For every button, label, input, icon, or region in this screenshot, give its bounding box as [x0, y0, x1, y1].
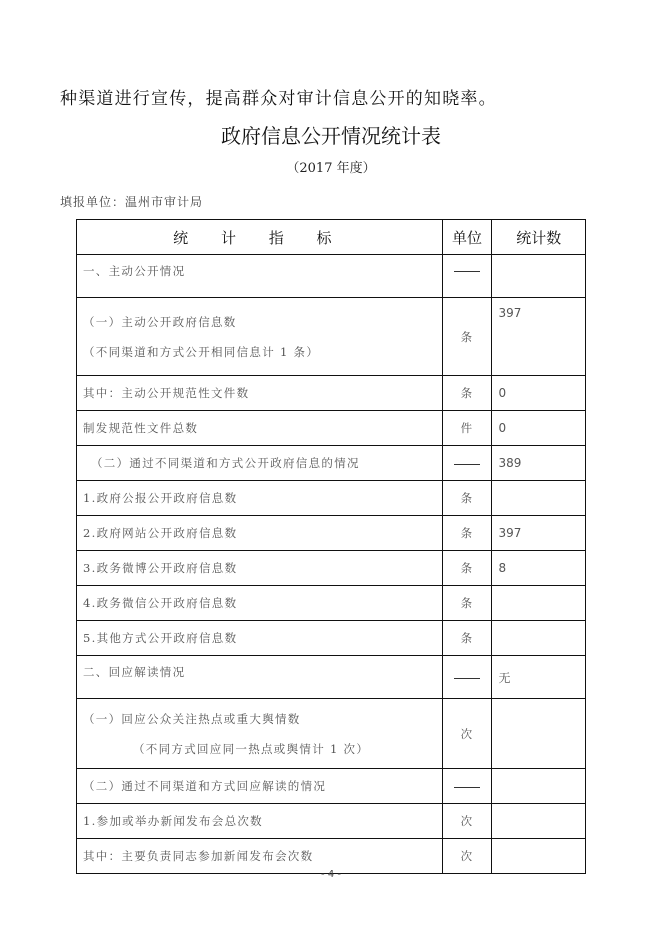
header-indicator: 统 计 指 标 [77, 220, 443, 255]
unit-cell: 次 [442, 699, 492, 769]
unit-cell [442, 255, 492, 298]
value-cell [492, 769, 586, 804]
table-row [77, 516, 586, 551]
indicator-cell: 一、主动公开情况 [77, 255, 443, 298]
report-year: （2017 年度） [286, 161, 376, 176]
page-number: - 4 - [321, 869, 341, 880]
value-cell: 397 [492, 298, 586, 376]
unit-cell: 次 [442, 804, 492, 839]
unit-cell: 条 [442, 516, 492, 551]
unit-cell: 条 [442, 621, 492, 656]
unit-cell [442, 769, 492, 804]
table-row [77, 255, 586, 298]
table-row [77, 376, 586, 411]
value-cell [492, 699, 586, 769]
indicator-cell: 1.参加或举办新闻发布会总次数 [77, 804, 443, 839]
table-row [77, 411, 586, 446]
table-header-row [77, 220, 586, 255]
table-row [77, 481, 586, 516]
dash-mark [454, 271, 480, 272]
indicator-cell: 5.其他方式公开政府信息数 [77, 621, 443, 656]
value-cell: 397 [492, 516, 586, 551]
indicator-cell [77, 298, 443, 376]
value-cell [492, 481, 586, 516]
unit-cell: 件 [442, 411, 492, 446]
value-cell: 无 [492, 656, 586, 699]
unit-cell: 条 [442, 481, 492, 516]
unit-cell: 次 [442, 839, 492, 874]
value-cell [492, 804, 586, 839]
value-cell: 0 [492, 376, 586, 411]
table-row [77, 769, 586, 804]
table-row [77, 586, 586, 621]
table-row [77, 804, 586, 839]
dash-mark [454, 464, 480, 465]
value-cell: 0 [492, 411, 586, 446]
value-cell: 8 [492, 551, 586, 586]
indicator-cell [77, 699, 443, 769]
table-row [77, 446, 586, 481]
table-row [77, 551, 586, 586]
intro-paragraph: 种渠道进行宣传，提高群众对审计信息公开的知晓率。 [60, 89, 497, 109]
indicator-cell: （二）通过不同渠道和方式公开政府信息的情况 [77, 446, 443, 481]
header-unit: 单位 [442, 220, 492, 255]
indicator-note: （不同方式回应同一热点或舆情计 1 次） [133, 741, 370, 756]
indicator-cell: 3.政务微博公开政府信息数 [77, 551, 443, 586]
reporting-unit: 填报单位：温州市审计局 [60, 195, 204, 209]
indicator-note: （不同渠道和方式公开相同信息计 1 条） [83, 344, 320, 359]
table-row [77, 298, 586, 376]
unit-cell: 条 [442, 298, 492, 376]
table-row [77, 621, 586, 656]
dash-mark [454, 678, 480, 679]
indicator-cell: 其中：主要负责同志参加新闻发布会次数 [77, 839, 443, 874]
dash-mark [454, 787, 480, 788]
indicator-cell: 1.政府公报公开政府信息数 [77, 481, 443, 516]
indicator-cell: 制发规范性文件总数 [77, 411, 443, 446]
unit-cell [442, 656, 492, 699]
unit-cell: 条 [442, 551, 492, 586]
indicator-cell: 2.政府网站公开政府信息数 [77, 516, 443, 551]
indicator-text: （一）主动公开政府信息数 [83, 314, 237, 329]
page-title: 政府信息公开情况统计表 [221, 124, 441, 148]
unit-cell: 条 [442, 376, 492, 411]
unit-cell [442, 446, 492, 481]
indicator-cell: 二、回应解读情况 [77, 656, 443, 699]
value-cell [492, 255, 586, 298]
value-cell [492, 621, 586, 656]
indicator-cell: （二）通过不同渠道和方式回应解读的情况 [77, 769, 443, 804]
statistics-table [76, 219, 586, 874]
unit-cell: 条 [442, 586, 492, 621]
header-count: 统计数 [492, 220, 586, 255]
table-row [77, 699, 586, 769]
table-row [77, 656, 586, 699]
value-cell [492, 586, 586, 621]
value-cell: 389 [492, 446, 586, 481]
indicator-text: （一）回应公众关注热点或重大舆情数 [83, 711, 301, 726]
indicator-cell: 其中：主动公开规范性文件数 [77, 376, 443, 411]
indicator-cell: 4.政务微信公开政府信息数 [77, 586, 443, 621]
